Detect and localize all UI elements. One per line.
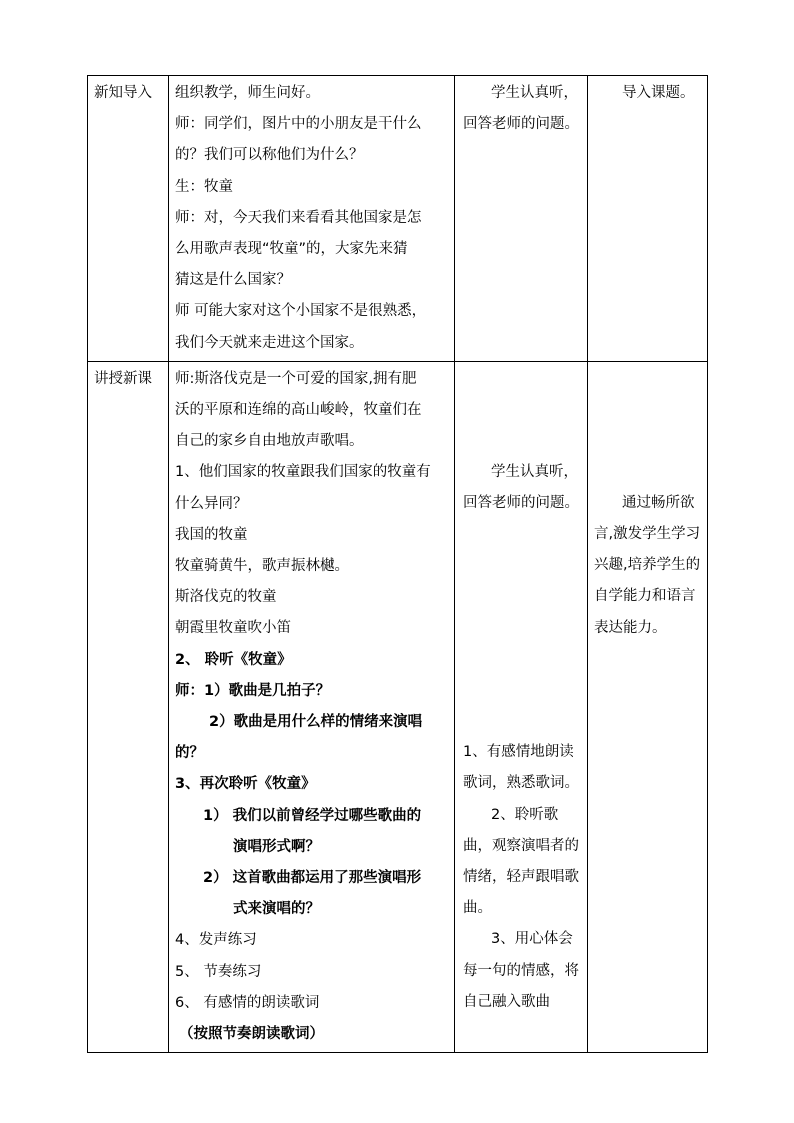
student-activity-item: 2、聆听歌曲，观察演唱者的情绪，轻声跟唱歌曲。: [463, 806, 579, 917]
stage-cell: [88, 76, 169, 362]
teacher-line: 师：同学们，图片中的小朋友是干什么: [175, 116, 422, 133]
teacher-line: 什么异同？: [175, 495, 248, 512]
stage-label: 讲授新课: [94, 370, 152, 387]
teacher-activity-cell: [169, 361, 455, 1052]
teacher-line: 斯洛伐克的牧童: [175, 589, 277, 606]
table-row-intro: [88, 76, 708, 362]
teacher-line: 师：对，今天我们来看看其他国家是怎: [175, 209, 422, 226]
student-activity-text: 学生认真听，回答老师的问题。: [463, 85, 579, 133]
teacher-line: 4、发声练习: [175, 932, 257, 949]
teacher-line: 么用歌声表现“牧童”的，大家先来猜: [175, 241, 408, 258]
student-activity-item: 3、用心体会每一句的情感，将自己融入歌曲: [463, 931, 579, 1010]
teacher-line: 1、他们国家的牧童跟我们国家的牧童有: [175, 464, 431, 481]
design-intent-text: 导入课题。: [622, 85, 695, 101]
teacher-line: （按照节奏朗读歌词）: [179, 1026, 324, 1043]
lesson-plan-table: [87, 75, 708, 1053]
teacher-line: 猜这是什么国家？: [175, 272, 291, 289]
teacher-line: 牧童骑黄牛，歌声振林樾。: [175, 558, 349, 575]
teacher-line: 式来演唱的？: [233, 901, 320, 918]
table-row-new-lesson: [88, 361, 708, 1052]
teacher-line: 师:斯洛伐克是一个可爱的国家,拥有肥: [175, 370, 417, 387]
teacher-line: 生：牧童: [175, 178, 233, 195]
teacher-line: 的？: [175, 745, 204, 762]
teacher-line: 师 可能大家对这个小国家不是很熟悉，: [175, 303, 427, 320]
teacher-line: 师：1）歌曲是几拍子？: [175, 682, 331, 699]
teacher-line: 沃的平原和连绵的高山峻岭，牧童们在: [175, 402, 422, 419]
student-activity-cell: [455, 361, 588, 1052]
design-intent-cell: [588, 361, 708, 1052]
teacher-line: 组织教学，师生问好。: [175, 85, 320, 101]
teacher-line: 3、再次聆听《牧童》: [175, 776, 316, 793]
teacher-line: 我们今天就来走进这个国家。: [175, 334, 364, 351]
student-activity-text: 学生认真听，回答老师的问题。: [463, 463, 579, 512]
stage-cell: [88, 361, 169, 1052]
teacher-line: 2） 这首歌曲都运用了那些演唱形: [203, 870, 422, 887]
student-activity-cell: [455, 76, 588, 362]
teacher-line: 2）歌曲是用什么样的情绪来演唱: [209, 714, 423, 731]
design-intent-cell: [588, 76, 708, 362]
teacher-line: 朝霞里牧童吹小笛: [175, 620, 291, 637]
teacher-activity-cell: [169, 76, 455, 362]
teacher-line: 自己的家乡自由地放声歌唱。: [175, 433, 364, 450]
design-intent-text: 通过畅所欲言,激发学生学习兴趣,培养学生的自学能力和语言表达能力。: [594, 494, 701, 636]
teacher-line: 2、 聆听《牧童》: [175, 651, 292, 668]
teacher-line: 演唱形式啊？: [233, 838, 320, 855]
teacher-line: 我国的牧童: [175, 526, 248, 543]
teacher-line: 的？我们可以称他们为什么？: [175, 147, 364, 164]
teacher-line: 6、 有感情的朗读歌词: [175, 994, 320, 1011]
teacher-line: 1） 我们以前曾经学过哪些歌曲的: [203, 807, 422, 824]
teacher-line: 5、 节奏练习: [175, 963, 262, 980]
student-activity-item: 1、有感情地朗读歌词，熟悉歌词。: [463, 744, 579, 792]
stage-label: 新知导入: [94, 85, 152, 101]
